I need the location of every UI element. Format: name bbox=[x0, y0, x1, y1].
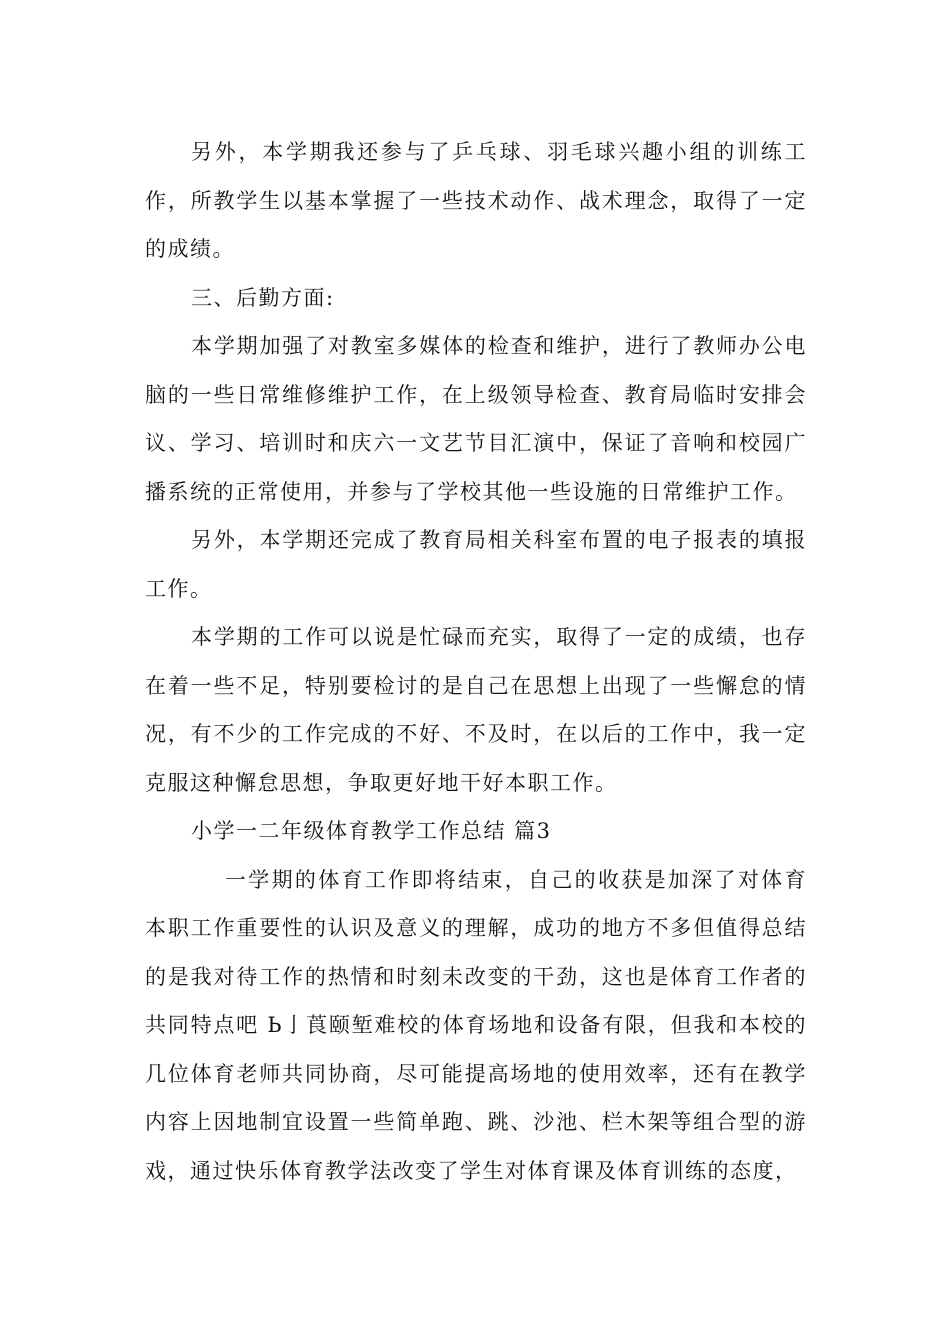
paragraph-semester-reflection: 本学期的工作可以说是忙碌而充实，取得了一定的成绩，也存在着一些不足，特别要检讨的是自己在思想上出现了一些懈怠的情况，有不少的工作完成的不好、不及时，在以后的工作中，我一定克服这种懈怠思想，争取更好地干好本职工作。 bbox=[145, 625, 807, 795]
document-body bbox=[145, 128, 807, 1195]
paragraph-electronic-reports: 另外，本学期还完成了教育局相关科室布置的电子报表的填报工作。 bbox=[145, 528, 807, 601]
article-heading-part3: 小学一二年级体育教学工作总结 篇3 bbox=[191, 819, 552, 843]
paragraph-sports-groups: 另外，本学期我还参与了乒乓球、羽毛球兴趣小组的训练工作，所教学生以基本掌握了一些技术动作、战术理念，取得了一定的成绩。 bbox=[145, 140, 807, 261]
paragraph-multimedia-maintenance: 本学期加强了对教室多媒体的检查和维护，进行了教师办公电脑的一些日常维修维护工作，在上级领导检查、教育局临时安排会议、学习、培训时和庆六一文艺节目汇演中，保证了音响和校园广播系统的正常使用，并参与了学校其他一些设施的日常维护工作。 bbox=[145, 334, 807, 504]
paragraph-semester-summary: 一学期的体育工作即将结束，自己的收获是加深了对体育本职工作重要性的认识及意义的理解，成功的地方不多但值得总结的是我对待工作的热情和时刻未改变的干劲，这也是体育工作者的共同特点吧 Ь亅莨颐堑难校的体育场地和设备有限，但我和本校的几位体育老师共同协商，尽可能提高场地的使用效率，还有在教学内容上因地制宜设置一些简单跑、跳、沙池、栏木架等组合型的游戏，通过快乐体育教学法改变了学生对体育课及体育训练的态度， bbox=[145, 867, 807, 1183]
section-heading-logistics: 三、后勤方面: bbox=[191, 285, 335, 310]
